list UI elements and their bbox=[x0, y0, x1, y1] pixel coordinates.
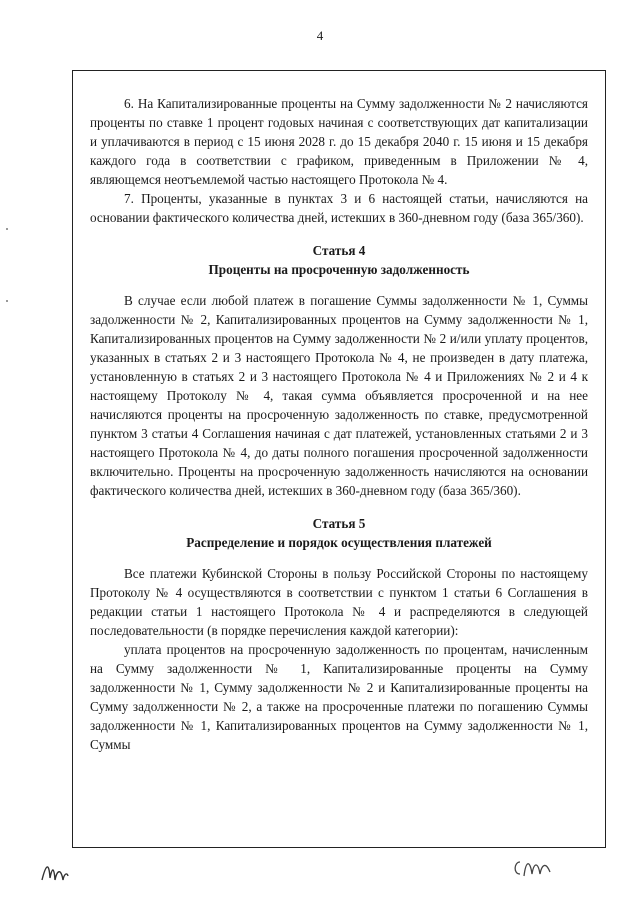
document-body bbox=[90, 94, 588, 754]
article-4-title: Статья 4 bbox=[312, 243, 366, 258]
article-4-text: В случае если любой платеж в погашение Суммы задолженности № 1, Суммы задолженности № 2, Капитализированных процентов на Сумму задолженности № 1, Капитализированных процентов на Сумму задолженности № 2 и/или уплату процентов, указанных в статьях 2 и 3 настоящего Протокола № 4, не произведен в дату платежа, установленную в статьях 2 и 3 настоящего Протокола № 4 и Приложениях № 2 и 4 к настоящему Протоколу № 4, такая сумма объявляется просроченной и на нее начисляются проценты на просроченную задолженность по ставке, предусмотренной пунктом 3 статьи 4 Соглашения начиная с дат платежей, установленных статьями 2 и 3 настоящего Протокола № 4, до даты полного погашения просроченной задолженности включительно. Проценты на просроченную задолженность начисляются на основании фактического количества дней, истекших в 360-дневном году (база 365/360). bbox=[90, 293, 588, 498]
article-4-subtitle: Проценты на просроченную задолженность bbox=[208, 262, 470, 277]
signature-right bbox=[510, 854, 554, 885]
signature-left-mark bbox=[40, 858, 70, 884]
signature-left bbox=[40, 858, 70, 890]
page-number: 4 bbox=[316, 28, 324, 43]
paragraph-6: 6. На Капитализированные проценты на Сумму задолженности № 2 начисляются проценты по ставке 1 процент годовых начиная с соответствующих дат капитализации и уплачиваются в период с 15 июня 2028 г. до 15 декабря 2040 г. 15 июня и 15 декабря каждого года в соответствии с графиком, приведенным в Приложении № 4, являющемся неотъемлемой частью настоящего Протокола № 4. bbox=[90, 96, 588, 187]
scan-mark bbox=[6, 300, 8, 302]
article-5-title: Статья 5 bbox=[312, 516, 366, 531]
scan-mark bbox=[6, 228, 8, 230]
article-5-text-2: уплата процентов на просроченную задолженность по процентам, начисленным на Сумму задолженности № 1, Капитализированные проценты на Сумму задолженности № 1, Сумму задолженности № 2 и Капитализированные проценты на Сумму задолженности № 2, а также на просроченные платежи по погашению Суммы задолженности № 1, Капитализированных процентов на Сумму задолженности № 1, Суммы bbox=[90, 642, 588, 752]
paragraph-7: 7. Проценты, указанные в пунктах 3 и 6 настоящей статьи, начисляются на основании фактического количества дней, истекших в 360-дневном году (база 365/360). bbox=[90, 191, 588, 225]
article-5-subtitle: Распределение и порядок осуществления платежей bbox=[186, 535, 492, 550]
article-5-text-1: Все платежи Кубинской Стороны в пользу Российской Стороны по настоящему Протоколу № 4 осуществляются в соответствии с пунктом 1 статьи 6 Соглашения в редакции статьи 1 настоящего Протокола № 4 и распределяются в следующей последовательности (в порядке перечисления каждой категории): bbox=[90, 566, 588, 638]
signature-right-mark bbox=[510, 854, 554, 880]
